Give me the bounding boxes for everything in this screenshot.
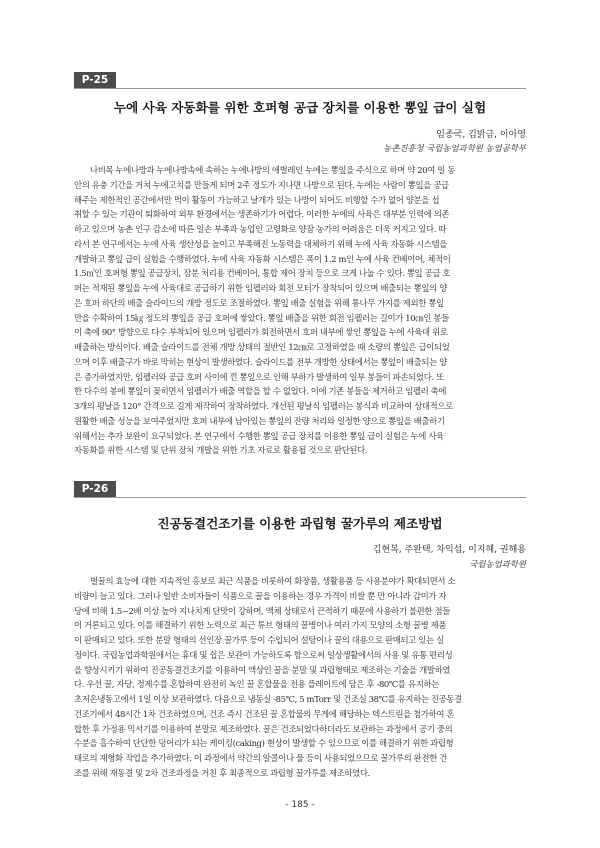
body-line: 취할 수 있는 기관이 퇴화하여 외부 환경에서는 생존하기가 어렵다. 이러한 누에의 사육은 대부분 인력에 의존 [74, 209, 450, 220]
body-line: 해주는 제한적인 공간에서만 먹이 활동이 가능하고 날개가 있는 나방이 되어도 비행할 수가 없어 양분을 섭 [74, 194, 440, 205]
body-line: 정이다. 국립농업과학원에서는 휴대 및 쉽은 보관이 가능하도록 함으로써 일상생활에서의 사용 및 유통 편리성 [74, 649, 453, 660]
body-line: 태로의 재형화 작업을 추가하였다. 이 과정에서 약간의 알콜이나 물 등이 사용되었으므로 꿀가루의 완전한 건 [74, 753, 447, 763]
section-divider [74, 88, 526, 89]
body-line: 안의 유충 기간을 거쳐 누에고치를 만들게 되며 2주 정도가 지나면 나방으로 된다. 누에는 사람이 뽕잎을 공급 [74, 179, 449, 190]
body-line: 수분을 흡수하여 단단한 덩어리가 되는 케이킹(caking) 현상이 발생할 수 있으므로 이를 해결하기 위한 과립형 [74, 738, 454, 749]
body-line: 위해서는 추가 보완이 요구되었다. 본 연구에서 수행한 뽕잎 공급 장치를 이용한 뽕잎 급이 실험은 누에 사육 [74, 430, 444, 441]
section-divider [74, 497, 526, 498]
body-line: 비량이 늘고 있다. 그러나 일반 소비자들이 식품으로 꿀을 이용하는 경우 가격이 비쌀 뿐 만 아니라 감미가 자 [74, 590, 447, 601]
body-line: 벌꿀의 효능에 대한 지속적인 홍보로 최근 식품을 비롯하여 화장품, 생활용품 등 사용분야가 확대되면서 소 [90, 576, 456, 586]
article-affiliation: 농촌진흥청 국립농업과학원 농업공학부 [383, 143, 526, 153]
body-line: 합한 후 가정용 믹서기를 이용하여 분말로 제조하였다. 꿀은 건조되었다하더라도 보관하는 과정에서 공기 중의 [74, 723, 453, 734]
article-tag: P-25 [74, 72, 116, 89]
article-title: 누에 사육 자동화를 위한 호퍼형 공급 장치를 이용한 뽕잎 급이 실험 [113, 100, 487, 115]
body-line: 이 거론되고 있다. 이를 해결하기 위한 노력으로 최근 튜브 형태의 꿀병이나 여러 가지 모양의 소형 꿀병 제품 [74, 620, 447, 631]
body-line: 하고 있으며 농촌 인구 감소에 따른 일손 부족과 농업인 고령화로 양잠 농가의 어려움은 더욱 커지고 있다. 따 [74, 224, 447, 234]
body-line: 자동화를 위한 시스템 및 단위 장치 개발을 위한 기초 자료로 활용될 것으로 판단된다. [74, 445, 368, 456]
body-line: 은 호퍼 하단의 배출 슬라이드의 개방 정도로 조절하였다. 뽕잎 배출 실험을 위해 통나무 가지를 제외한 뽕잎 [74, 297, 444, 308]
article-body [74, 163, 526, 458]
body-line: 나비목 누에나방과 누에나방속에 속하는 누에나방의 애벌레인 누에는 뽕잎을 주식으로 하며 약 20여 일 동 [90, 165, 456, 175]
article-title: 진공동결건조기를 이용한 과립형 꿀가루의 제조방법 [157, 516, 443, 531]
page-number: - 185 - [285, 800, 315, 810]
body-line: 배출하는 방식이다. 배출 슬라이드를 전체 개방 상태의 절반인 12㎝로 고정하였을 때 소량의 뽕잎은 급이되었 [74, 342, 450, 352]
body-line: 3개의 평날을 120° 간격으로 길게 제작하여 장착하였다. 개선된 평날식 임펠러는 봉식과 비교하여 상대적으로 [74, 401, 453, 411]
body-line: 라서 본 연구에서는 누에 사육 생산성을 높이고 부족해진 노동력을 대체하기 위해 누에 사육 자동화 시스템을 [74, 238, 447, 249]
body-line: 1.5㎥인 호퍼형 뽕잎 공급장치, 잠분 처리용 컨베이어, 통합 제어 장치 등으로 크게 나눌 수 있다. 뽕잎 공급 호 [74, 268, 451, 279]
body-line: 만을 수확하여 15㎏ 정도의 뽕잎을 공급 호퍼에 쌓았다. 뽕잎 배출을 위한 회전 임펠러는 길이가 10㎝인 봉들 [74, 312, 449, 323]
body-line: 이 판매되고 있다. 또한 분말 형태의 선인장 꿀가루 등이 수입되어 설탕이나 꿀의 대용으로 판매되고 있는 실 [74, 635, 444, 645]
body-line: 개발하고 뽕잎 급이 실험을 수행하였다. 누에 사육 자동화 시스템은 폭이 1.2 m인 누에 사육 컨베이어, 체적이 [74, 253, 451, 264]
article-tag: P-26 [74, 481, 116, 498]
body-line: 원활한 배출 성능을 보여주었지만 호퍼 내부에 남아있는 뽕잎의 잔량 처리와 일정한 양으로 뽕잎을 배출하기 [74, 415, 445, 426]
body-line: 퍼는 적재된 뽕잎을 누에 사육대로 공급하기 위한 임펠러와 회전 모터가 장착되어 있으며 배출되는 뽕잎의 양 [74, 283, 447, 293]
body-line: 조를 위해 재동결 및 2차 건조과정을 거친 후 최종적으로 과립형 꿀가루를 제조하였다. [74, 767, 370, 778]
article-authors: 임종국, 김밝금, 이아영 [436, 130, 526, 140]
article-body [74, 574, 526, 781]
body-line: 을 향상시키기 위하여 진공동결건조기를 이용하여 액상인 꿀을 분말 및 과립형태로 제조하는 기술을 개발하였 [74, 664, 451, 675]
article-affiliation: 국립농업과학원 [469, 559, 526, 569]
body-line: 은 증가하였지만, 임펠러와 공급 호퍼 사이에 낀 뽕잎으로 인해 부하가 발생하여 일부 봉들이 파손되었다. 또 [74, 371, 444, 382]
body-line: 이 축에 90° 방향으로 다수 부착되어 있으며 임펠러가 회전하면서 호퍼 내부에 쌓인 뽕잎을 누에 사육대 위로 [74, 327, 448, 338]
body-line: 다. 우선 꿀, 자당, 정제수를 혼합하여 완전히 녹인 꿀 혼합물을 전용 플레이트에 담은 후 -80℃를 유지하는 [74, 679, 439, 690]
body-line: 당에 비해 1.5~2배 이상 높아 지나치게 단맛이 강하며, 액체 상태로서 끈적하기 때문에 사용하기 불편한 점들 [74, 605, 450, 616]
body-line: 건조기에서 48시간 1차 건조하였으며, 건조 즉시 건조된 꿀 혼합물의 무게에 해당하는 덱스트린을 첨가하여 혼 [74, 708, 455, 719]
article-authors: 김현복, 주완택, 차익섭, 이지혜, 권해용 [372, 545, 526, 555]
body-line: 한 다수의 봉에 뽕잎이 꽂히면서 임펠러가 배출 역할을 할 수 없었다. 이에 기존 봉들을 제거하고 임펠러 축에 [74, 386, 447, 397]
body-line: 초저온냉동고에서 1일 이상 보관하였다. 다음으로 냉동실 -85℃, 5 mTorr 및 건조실 38℃를 유지하는 진공동결 [74, 694, 462, 704]
body-line: 으며 이후 배출구가 바로 막히는 현상이 발생하였다. 슬라이드를 전부 개방한 상태에서는 뽕잎이 배출되는 양 [74, 356, 447, 367]
